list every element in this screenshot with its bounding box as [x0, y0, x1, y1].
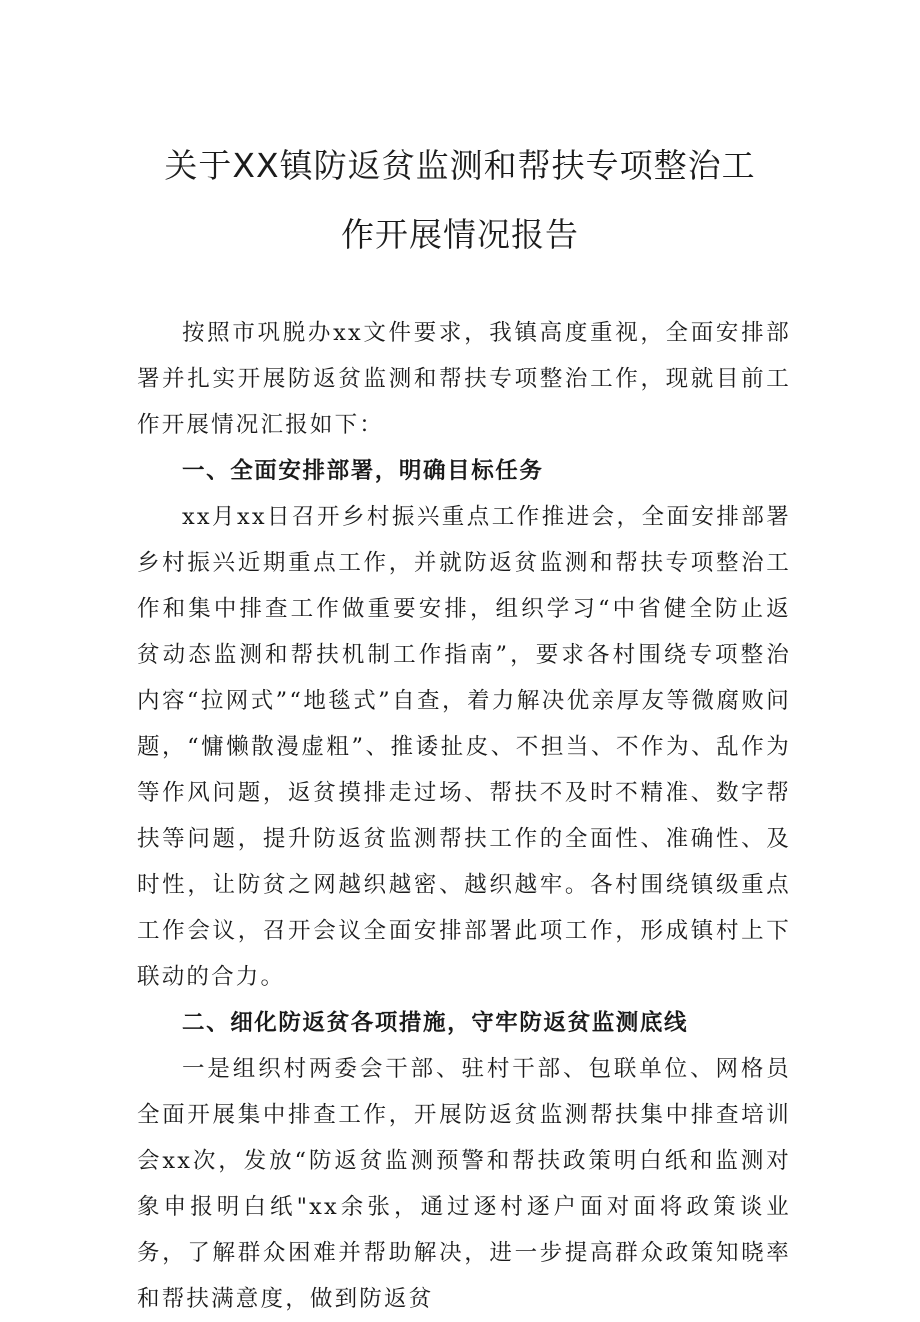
- section-1-heading: 一、全面安排部署，明确目标任务: [182, 458, 544, 484]
- document-title-line-2: 作开展情况报告: [341, 215, 579, 254]
- section-1-paragraph: xx月xx日召开乡村振兴重点工作推进会，全面安排部署乡村振兴近期重点工作，并就防返贫监测和帮扶专项整治工作和集中排查工作做重要安排，组织学习“中省健全防止返贫动态监测和帮扶机制工作指南”，要求各村围绕专项整治内容“拉网式”“地毯式”自查，着力解决优亲厚友等微腐败问题，“慵懒散漫虚粗”、推诿扯皮、不担当、不作为、乱作为等作风问题，返贫摸排走过场、帮扶不及时不精准、数字帮扶等问题，提升防返贫监测帮扶工作的全面性、准确性、及时性，让防贫之网越织越密、越织越牢。各村围绕镇级重点工作会议，召开会议全面安排部署此项工作，形成镇村上下联动的合力。: [137, 504, 791, 990]
- intro-paragraph: 按照市巩脱办xx文件要求，我镇高度重视，全面安排部署并扎实开展防返贫监测和帮扶专项整治工作，现就目前工作开展情况汇报如下：: [137, 320, 791, 438]
- document-body: [137, 310, 791, 1322]
- section-2-heading: 二、细化防返贫各项措施，守牢防返贫监测底线: [182, 1010, 689, 1036]
- section-2-paragraph: 一是组织村两委会干部、驻村干部、包联单位、网格员全面开展集中排查工作，开展防返贫监测帮扶集中排查培训会xx次，发放“防返贫监测预警和帮扶政策明白纸和监测对象申报明白纸"xx余张，通过逐村逐户面对面将政策谈业务，了解群众困难并帮助解决，进一步提高群众政策知晓率和帮扶满意度，做到防返贫: [137, 1056, 791, 1312]
- document-title-line-1: 关于XX镇防返贫监测和帮扶专项整治工: [164, 146, 756, 185]
